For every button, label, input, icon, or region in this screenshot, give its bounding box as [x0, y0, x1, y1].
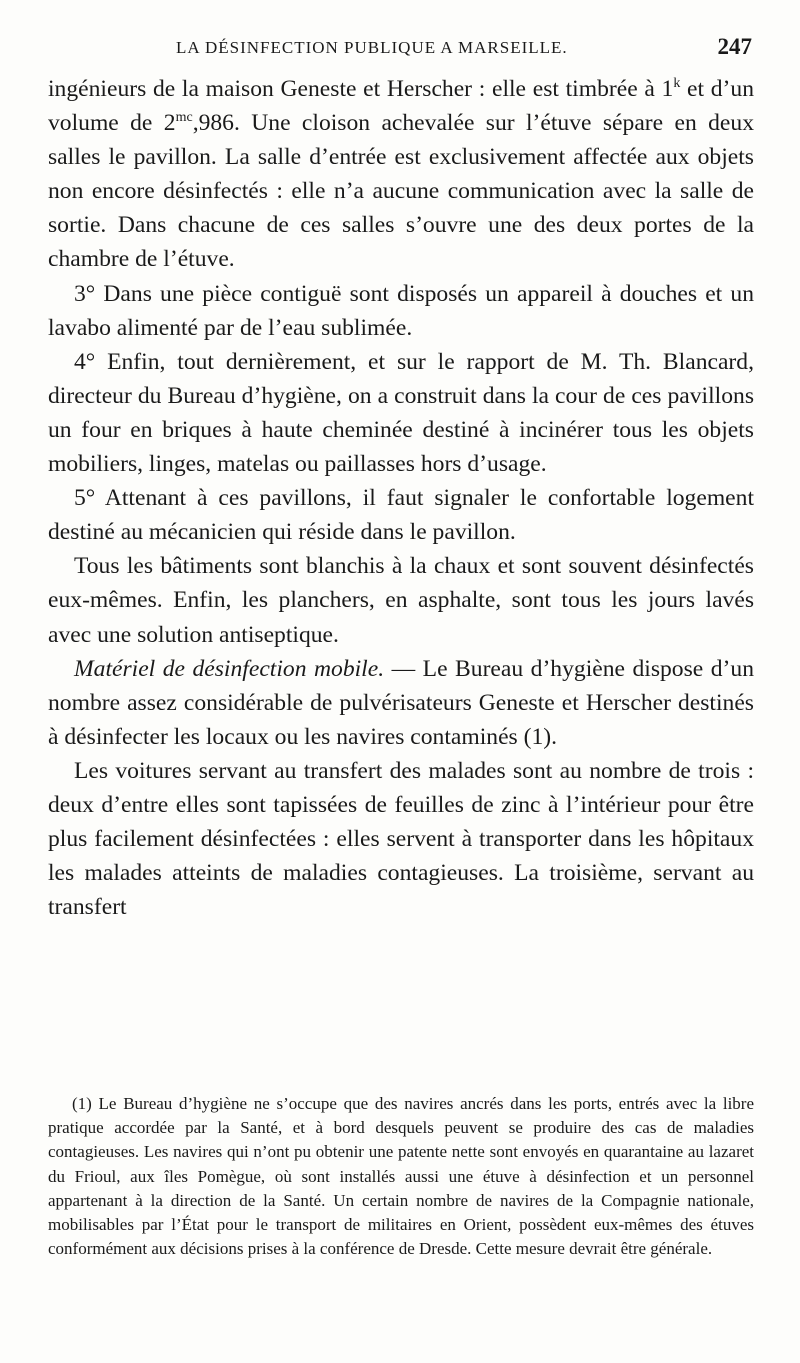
- text-run: ,986. Une cloison achevalée sur l’étuve sépare en deux salles le pavillon. La salle d’entrée est exclusivement affectée aux objets non encore désinfectés : elle n’a aucune communication avec la salle de sortie. Dans chacune de ces salles s’ouvre une des deux portes de la chambre de l’étuve.: [48, 110, 754, 273]
- text-run: ingénieurs de la maison Geneste et Herscher : elle est timbrée à 1: [48, 76, 674, 102]
- running-title: LA DÉSINFECTION PUBLIQUE A MARSEILLE.: [176, 38, 568, 57]
- superscript: mc: [175, 110, 193, 126]
- page-number: 247: [717, 34, 752, 59]
- paragraph-buildings: Tous les bâtiments sont blanchis à la chaux et sont souvent désinfectés eux-mêmes. Enfin, les planchers, en asphalte, sont tous les jours lavés avec une solution antiseptique.: [48, 553, 754, 648]
- text-run: — Le Bureau d’hygiène dispose d’un nombre assez considérable de pulvérisateurs Geneste et Herscher destinés à désinfecter les locaux ou les navires contaminés (1).: [48, 655, 754, 750]
- section-heading-italic: Matériel de désinfection mobile.: [74, 655, 385, 682]
- paragraph-item-3: 3° Dans une pièce contiguë sont disposés un appareil à douches et un lavabo alimenté par de l’eau sublimée.: [48, 280, 754, 341]
- page-header: [48, 34, 752, 64]
- paragraph-vehicles: Les voitures servant au transfert des malades sont au nombre de trois : deux d’entre elles sont tapissées de feuilles de zinc à l’intérieur pour être plus facilement désinfectées : elles servent à transporter dans les hôpitaux les malades atteints de maladies contagieuses. La troisième, servant au transfert: [48, 757, 754, 921]
- footnote-1: (1) Le Bureau d’hygiène ne s’occupe que des navires ancrés dans les ports, entrés avec la libre pratique accordée par la Santé, et à bord desquels peuvent se produire des cas de maladies contagieuses. Les navires qui n’ont pu obtenir une patente nette sont envoyés en quarantaine au lazaret du Frioul, aux îles Pomègue, où sont installés aussi une étuve à désinfection et un personnel appartenant à la direction de la Santé. Un certain nombre de navires de la Compagnie nationale, mobilisables par l’État pour le transport de militaires en Orient, possèdent eux-mêmes des étuves conformément aux décisions prises à la conférence de Dresde. Cette mesure devrait être générale.: [48, 1094, 754, 1259]
- text-run: et d’un volume de 2: [48, 76, 755, 137]
- footnote-block: [48, 1092, 754, 1261]
- paragraph-item-5: 5° Attenant à ces pavillons, il faut signaler le confortable logement destiné au mécanicien qui réside dans le pavillon.: [48, 485, 754, 546]
- paragraph-item-4: 4° Enfin, tout dernièrement, et sur le rapport de M. Th. Blancard, directeur du Bureau d’hygiène, on a construit dans la cour de ces pavillons un four en briques à haute cheminée destiné à incinérer tous les objets mobiliers, linges, matelas ou paillasses hors d’usage.: [48, 348, 754, 478]
- paragraph-mobile-equipment: [48, 652, 754, 754]
- paragraph-continued: [48, 72, 754, 277]
- superscript: k: [673, 76, 681, 92]
- main-text: [48, 72, 754, 924]
